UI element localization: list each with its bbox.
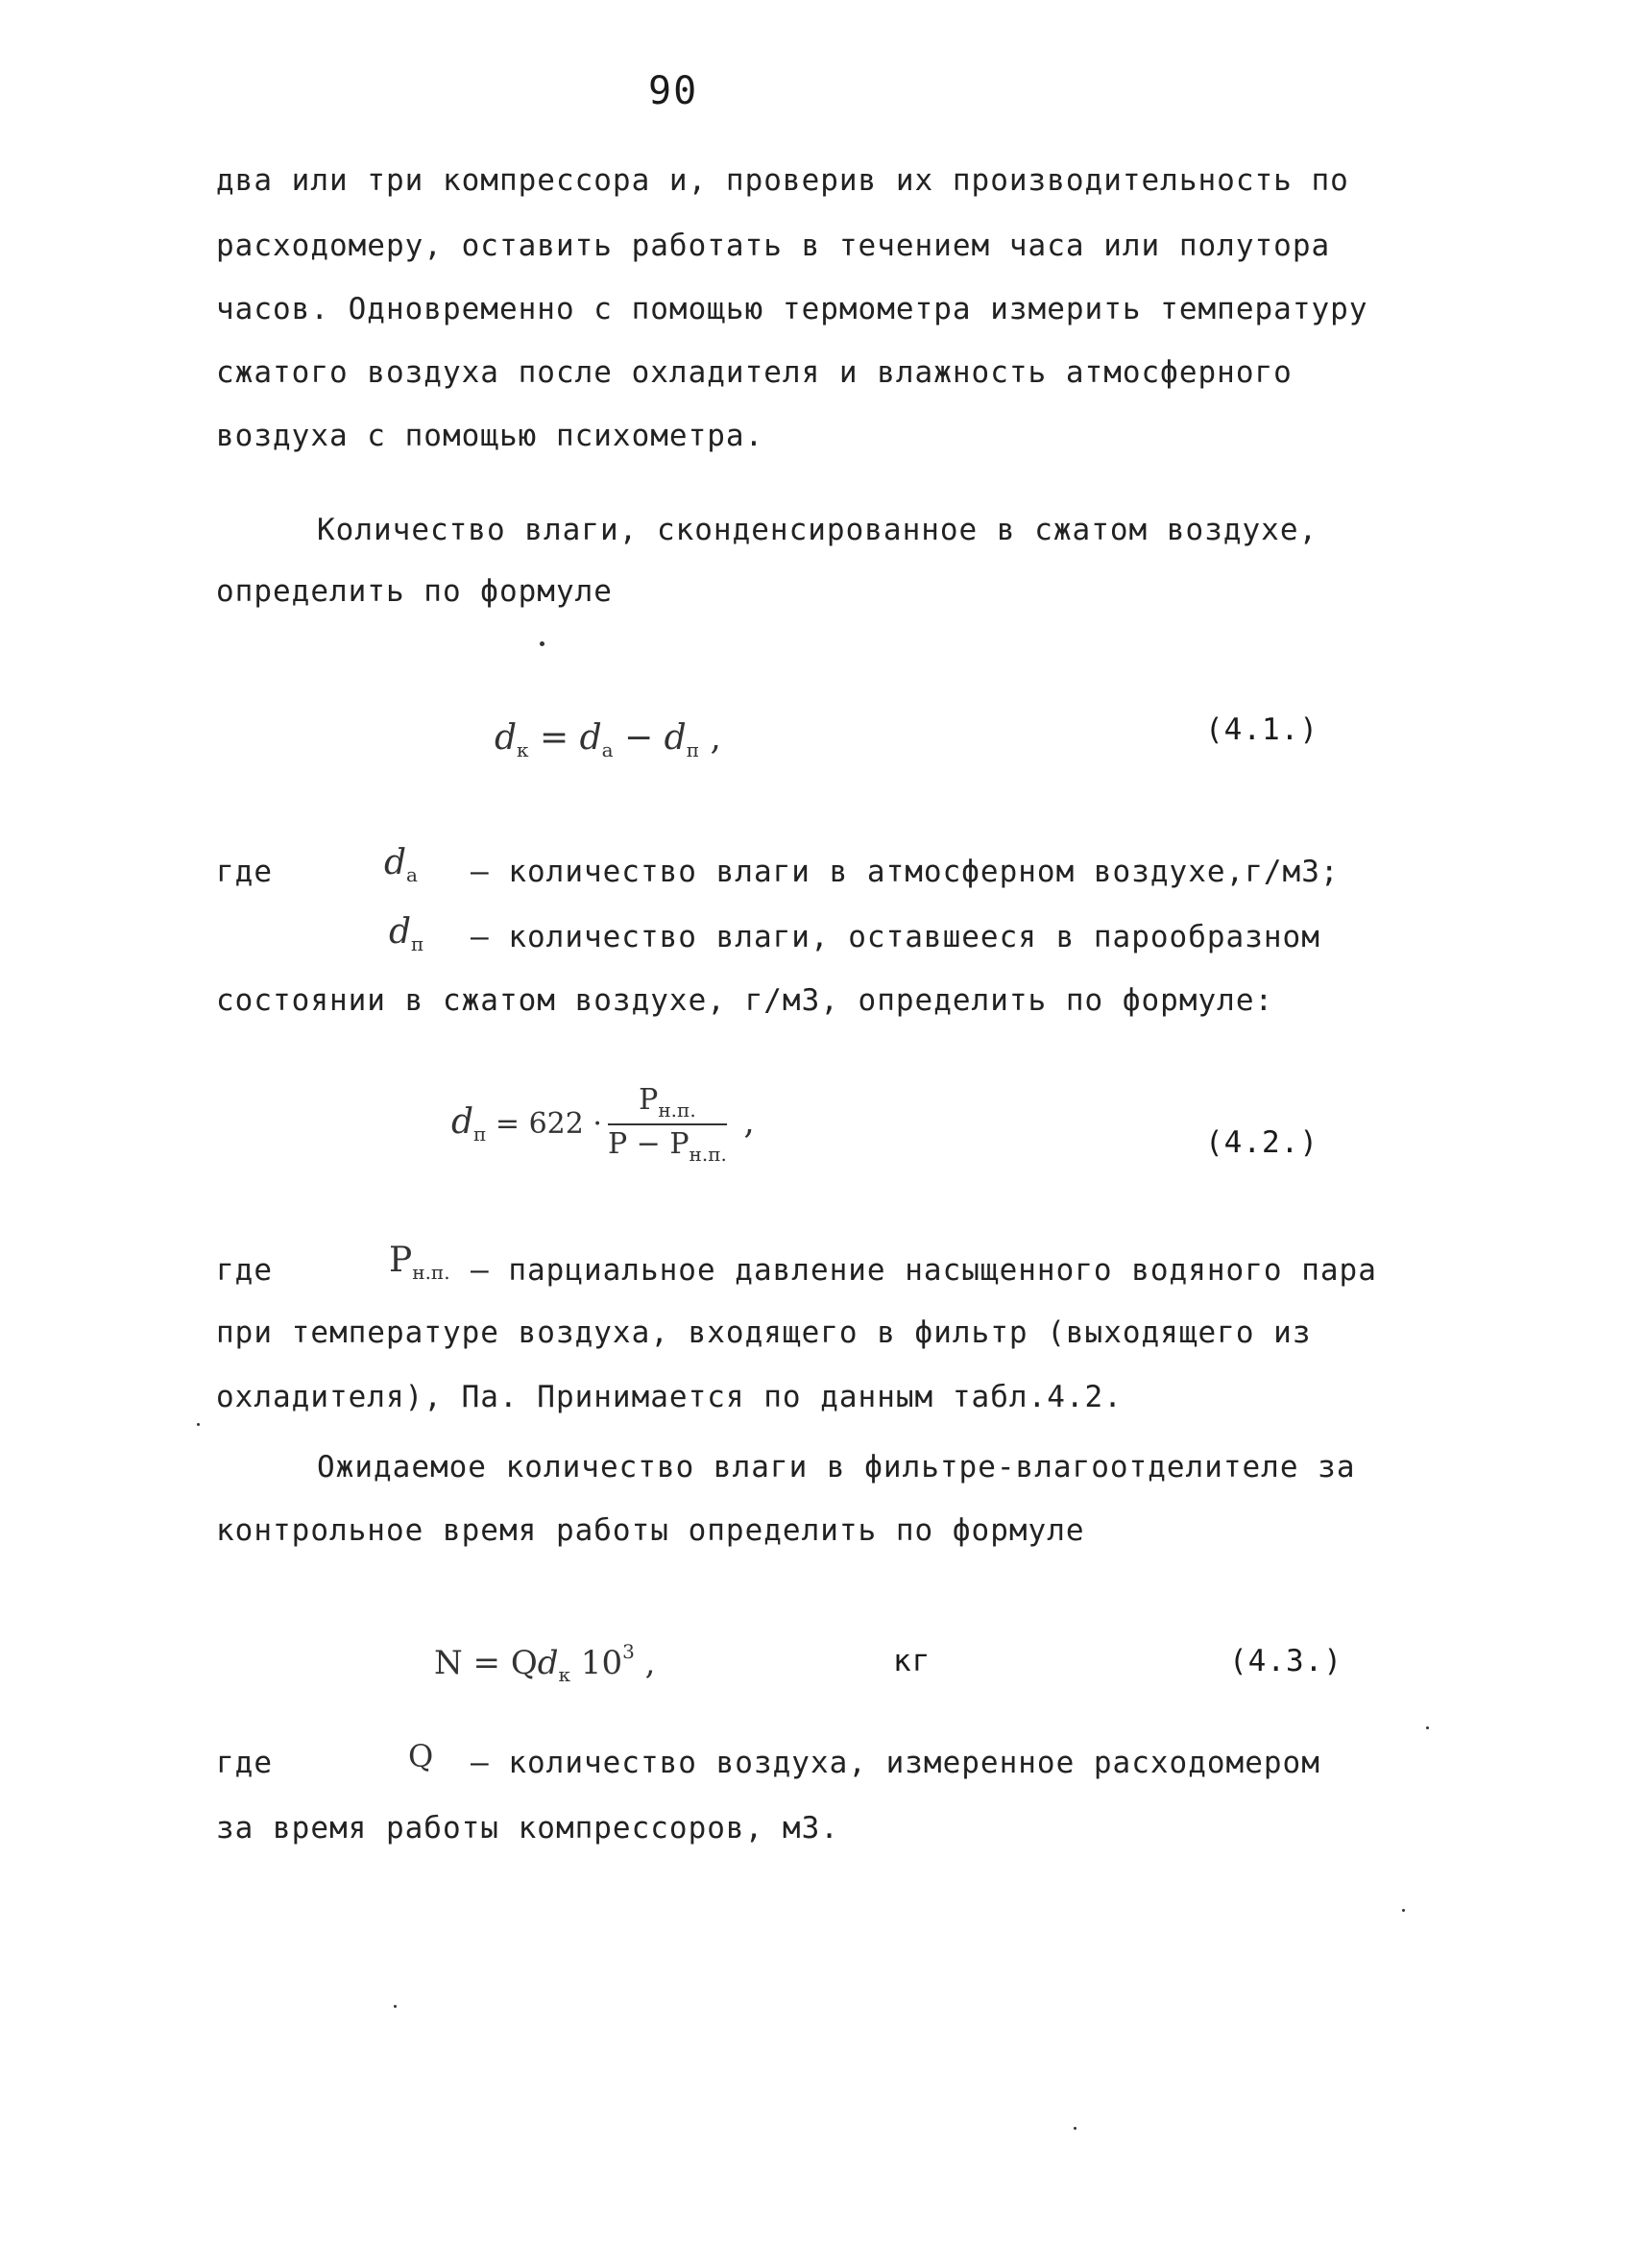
paragraph3-line: контрольное время работы определить по формуле — [216, 1513, 1085, 1548]
formula-4-1-number: (4.1.) — [1205, 712, 1318, 747]
formula-4-3-number: (4.3.) — [1229, 1644, 1343, 1678]
formula1-tail: , — [699, 718, 721, 758]
def3-symbol — [389, 1241, 450, 1284]
formula2-num-sub: н.п. — [658, 1098, 696, 1122]
def2-sym-sub: п — [411, 932, 424, 955]
formula-4-2 — [451, 1083, 755, 1166]
def2-line: состоянии в сжатом воздухе, г/м3, определить по формуле: — [216, 983, 1274, 1018]
formula2-fraction — [608, 1083, 727, 1166]
formula-4-1 — [495, 718, 721, 761]
formula2-den-sub: н.п. — [689, 1143, 727, 1166]
formula2-lhs: d — [451, 1102, 474, 1142]
formula1-minus: − — [613, 718, 665, 758]
formula2-denominator — [608, 1125, 727, 1166]
page-number: 90 — [648, 69, 699, 113]
def3-line: – парциальное давление насыщенного водяного пара — [471, 1253, 1377, 1288]
formula-4-3-unit: кг — [893, 1644, 931, 1678]
formula2-eq: = 622 · — [486, 1107, 602, 1141]
formula3-d-sub: к — [558, 1663, 570, 1686]
paragraph1-line: часов. Одновременно с помощью термометра измерить температуру — [216, 292, 1368, 326]
speck — [394, 2005, 397, 2008]
formula2-lhs-sub: п — [473, 1122, 487, 1146]
def2-sym: d — [389, 912, 412, 952]
def2-symbol — [389, 912, 423, 955]
paragraph1-line: два или три компрессора и, проверив их производительность по — [216, 163, 1349, 198]
formula1-t1-sub: а — [601, 738, 614, 761]
speck — [540, 641, 544, 646]
def1-text: – количество влаги в атмосферном воздухе,г/м3; — [471, 855, 1340, 889]
def1-sym: d — [384, 843, 407, 882]
paragraph2-line: Количество влаги, сконденсированное в сжатом воздухе, — [317, 513, 1318, 547]
paragraph3-line: Ожидаемое количество влаги в фильтре-влагоотделителе за — [317, 1450, 1356, 1484]
formula1-t2: d — [664, 718, 687, 758]
def2-line: – количество влаги, оставшееся в парообразном — [471, 920, 1320, 954]
paragraph1-line: сжатого воздуха после охладителя и влажность атмосферного — [216, 355, 1293, 390]
formula2-den: P − P — [607, 1127, 689, 1161]
formula-4-2-number: (4.2.) — [1205, 1125, 1318, 1160]
formula1-t2-sub: п — [686, 738, 700, 761]
def3-sym: P — [389, 1241, 413, 1280]
formula1-lhs: d — [495, 718, 518, 758]
def1-symbol — [384, 843, 418, 886]
formula2-num: P — [639, 1083, 659, 1117]
paragraph2-line: определить по формуле — [216, 574, 613, 609]
formula3-lhs: N = Q — [434, 1644, 538, 1682]
formula-4-3 — [434, 1640, 655, 1686]
def1-sym-sub: а — [406, 863, 418, 886]
def3-line: охладителя), Па. Принимается по данным табл.4.2. — [216, 1380, 1123, 1414]
def3-line: при температуре воздуха, входящего в фильтр (выходящего из — [216, 1315, 1312, 1350]
def3-gde: где — [216, 1253, 273, 1288]
formula3-pow-base: 10 — [570, 1644, 623, 1682]
def4-symbol: Q — [408, 1738, 434, 1774]
def4-line: – количество воздуха, измеренное расходомером — [471, 1746, 1320, 1780]
formula3-pow-exp: 3 — [622, 1640, 635, 1663]
speck — [1074, 2127, 1077, 2130]
paragraph1-line: расходомеру, оставить работать в течением часа или полутора — [216, 229, 1331, 263]
paragraph1-line: воздуха с помощью психометра. — [216, 419, 764, 453]
speck — [1402, 1909, 1405, 1912]
def4-line: за время работы компрессоров, м3. — [216, 1811, 839, 1846]
formula3-tail: , — [634, 1644, 656, 1682]
def1-gde: где — [216, 855, 273, 889]
formula1-eq: = — [528, 718, 580, 758]
formula2-numerator — [608, 1083, 727, 1125]
def3-sym-sub: н.п. — [412, 1261, 450, 1284]
formula1-t1: d — [579, 718, 602, 758]
speck — [197, 1423, 200, 1426]
formula3-d: d — [537, 1644, 559, 1682]
def4-gde: где — [216, 1746, 273, 1780]
speck — [1426, 1726, 1429, 1729]
formula1-lhs-sub: к — [517, 738, 529, 761]
formula2-tail: , — [732, 1102, 755, 1142]
